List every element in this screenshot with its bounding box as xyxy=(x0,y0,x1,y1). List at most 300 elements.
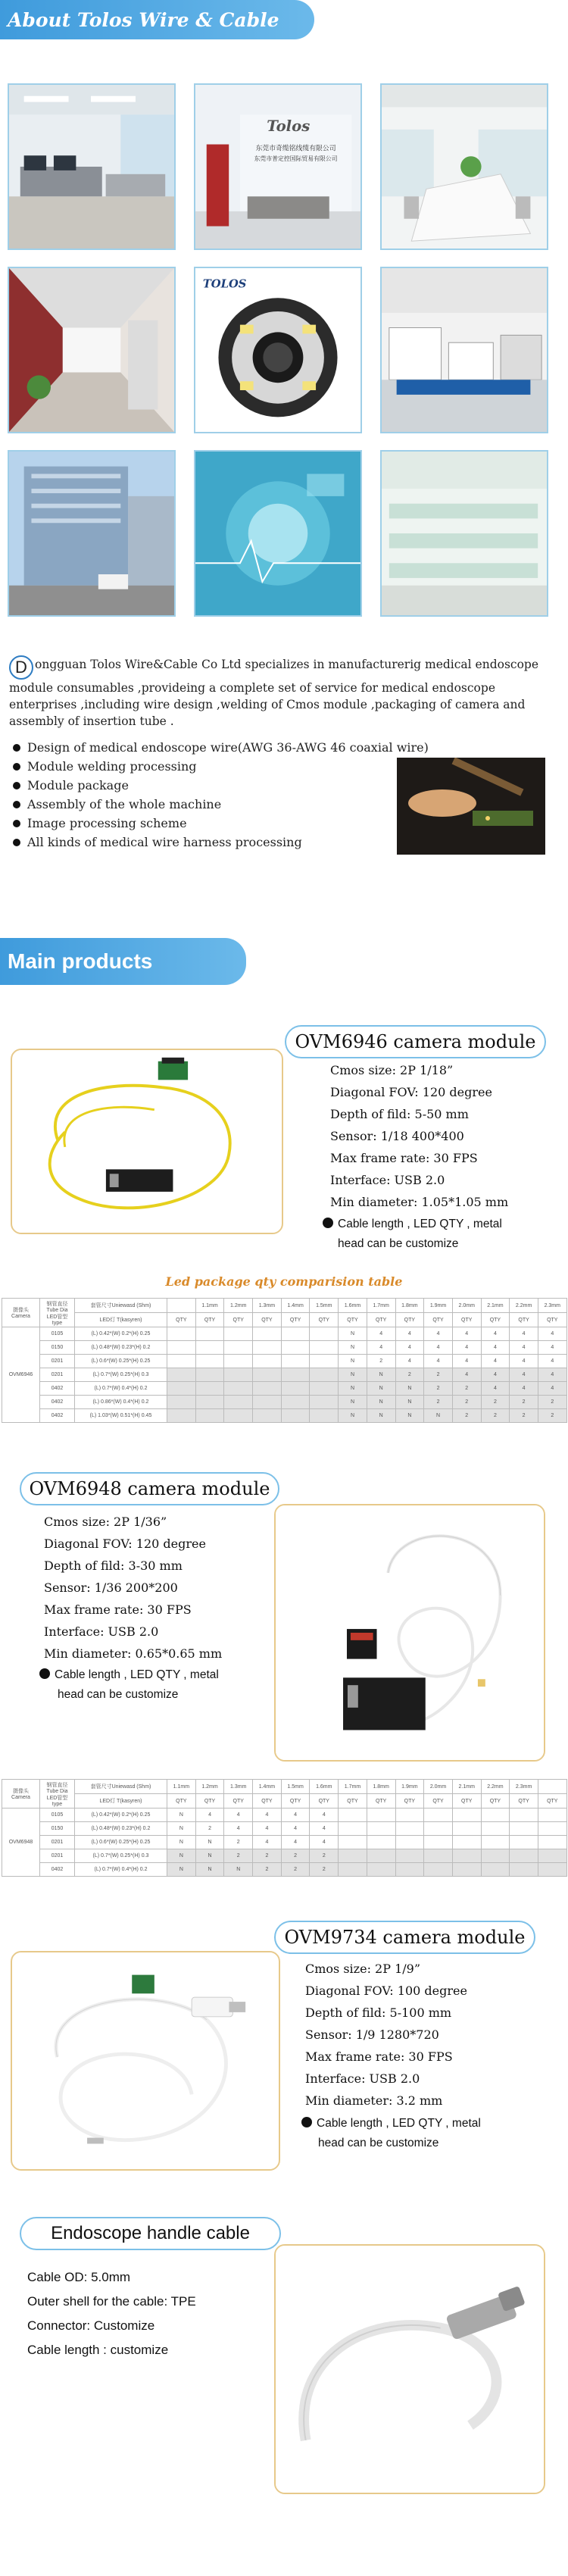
spec-item: Max frame rate: 30 FPS xyxy=(330,1151,478,1165)
table-cell xyxy=(395,1822,424,1836)
table-cell: N xyxy=(167,1836,196,1849)
table-cell xyxy=(481,1822,510,1836)
table-cell: N xyxy=(195,1863,224,1877)
table-cell xyxy=(253,1382,282,1396)
table-cell xyxy=(281,1382,310,1396)
spec-item: Min diameter: 3.2 mm xyxy=(305,2093,443,2108)
note-line2: head can be customize xyxy=(58,1688,179,1701)
spec-item: Min diameter: 0.65*0.65 mm xyxy=(44,1646,223,1661)
table-cell: 2 xyxy=(481,1409,510,1423)
table-header: QTY xyxy=(281,1794,310,1809)
table-header: QTY xyxy=(253,1794,282,1809)
spec-item: Max frame rate: 30 FPS xyxy=(44,1602,192,1617)
table-cell xyxy=(510,1809,538,1822)
table-cell: N xyxy=(339,1409,367,1423)
table-cell xyxy=(224,1396,253,1409)
table-header: 钢管直径 Tube Dia LED管型 type xyxy=(40,1780,75,1809)
table-cell xyxy=(167,1409,196,1423)
table-cell: 4 xyxy=(253,1822,282,1836)
table-header: 1.3mm xyxy=(253,1299,282,1313)
table-cell: 4 xyxy=(367,1327,395,1341)
about-banner-text: About Tolos Wire & Cable xyxy=(8,8,279,31)
list-item: Module welding processing xyxy=(11,757,397,776)
table-cell: 2 xyxy=(310,1849,339,1863)
table-cell: 4 xyxy=(424,1355,453,1368)
table-header: QTY xyxy=(481,1313,510,1327)
table-cell: 4 xyxy=(538,1327,566,1341)
table-cell: N xyxy=(424,1409,453,1423)
table-cell xyxy=(452,1809,481,1822)
table-header: QTY xyxy=(510,1313,538,1327)
ovm6948-product-image xyxy=(274,1504,545,1762)
table-header: QTY xyxy=(424,1313,453,1327)
table-header: 套管尺寸Uniewasd (Shm) xyxy=(75,1780,167,1794)
table-cell: 2 xyxy=(367,1355,395,1368)
table-cell: N xyxy=(167,1849,196,1863)
spec-item: Cmos size: 2P 1/36” xyxy=(44,1515,167,1529)
table-header: QTY xyxy=(395,1794,424,1809)
table-cell: N xyxy=(395,1382,424,1396)
table-cell: 2 xyxy=(538,1409,566,1423)
ovm9734-product-image xyxy=(11,1951,280,2171)
table-header: 1.2mm xyxy=(224,1299,253,1313)
reception-sign-line2: 东莞市普定控国际贸易有限公司 xyxy=(254,155,338,163)
table-cell: 4 xyxy=(481,1327,510,1341)
table-cell: 4 xyxy=(538,1368,566,1382)
table-row xyxy=(2,1396,567,1409)
table-cell xyxy=(224,1327,253,1341)
table-header: 1.8mm xyxy=(367,1780,395,1794)
table-header: 2.2mm xyxy=(481,1780,510,1794)
list-item: Module package xyxy=(11,776,397,795)
table-cell: 4 xyxy=(224,1809,253,1822)
table-cell xyxy=(281,1368,310,1382)
table-cell: N xyxy=(195,1849,224,1863)
spec-item: Interface: USB 2.0 xyxy=(330,1173,445,1187)
table-cell: 2 xyxy=(253,1849,282,1863)
table-cell xyxy=(538,1809,566,1822)
table-cell xyxy=(510,1849,538,1863)
ovm6948-note xyxy=(39,1665,267,1705)
table-cell xyxy=(310,1368,339,1382)
table-cell xyxy=(339,1836,367,1849)
soldering-photo-icon xyxy=(397,758,545,855)
table-header: QTY xyxy=(167,1794,196,1809)
table-header: QTY xyxy=(395,1313,424,1327)
spec-item: Cable length : customize xyxy=(27,2343,169,2357)
spec-item: Diagonal FOV: 120 degree xyxy=(330,1085,492,1099)
product-title-ovm9734: OVM9734 camera module xyxy=(274,1921,535,1954)
table-row xyxy=(2,1341,567,1355)
bullet-dot-icon xyxy=(39,1668,50,1679)
table-header: 2.1mm xyxy=(481,1299,510,1313)
table-cell xyxy=(395,1849,424,1863)
table-cell: N xyxy=(224,1863,253,1877)
table-cell: 4 xyxy=(281,1822,310,1836)
table-cell xyxy=(339,1863,367,1877)
table-cell: 2 xyxy=(224,1849,253,1863)
table-header: QTY xyxy=(538,1794,566,1809)
table-cell: (L) 0.48*(W) 0.23*(H) 0.2 xyxy=(75,1341,167,1355)
table-cell xyxy=(281,1341,310,1355)
spec-item: Connector: Customize xyxy=(27,2318,155,2333)
led-table-caption: Led package qty comparision table xyxy=(165,1274,403,1289)
table-cell: 2 xyxy=(224,1836,253,1849)
table-header: 1.7mm xyxy=(367,1299,395,1313)
table-cell xyxy=(481,1809,510,1822)
table-header: QTY xyxy=(167,1313,196,1327)
table-cell: (L) 0.48*(W) 0.23*(H) 0.2 xyxy=(75,1822,167,1836)
table-cell xyxy=(253,1355,282,1368)
spec-item: Max frame rate: 30 FPS xyxy=(305,2049,453,2064)
ovm6946-note xyxy=(323,1215,550,1254)
table-header: QTY xyxy=(339,1313,367,1327)
table-cell: N xyxy=(167,1809,196,1822)
table-cell: 4 xyxy=(395,1355,424,1368)
table-cell xyxy=(452,1822,481,1836)
reception-sign-line1: 东莞市奇缆铭线缆有限公司 xyxy=(255,145,336,153)
table-cell: 4 xyxy=(481,1341,510,1355)
table-cell: 0402 xyxy=(40,1382,75,1396)
table-cell: (L) 0.7*(W) 0.4*(H) 0.2 xyxy=(75,1863,167,1877)
handle-cable-specs xyxy=(27,2265,277,2362)
table-cell xyxy=(195,1409,224,1423)
spec-item: Sensor: 1/18 400*400 xyxy=(330,1129,464,1143)
intro-dropcap: D xyxy=(9,655,33,680)
table-header: 1.4mm xyxy=(253,1780,282,1794)
table-cell: 4 xyxy=(253,1836,282,1849)
table-cell: 2 xyxy=(195,1822,224,1836)
table-header: 1.6mm xyxy=(310,1780,339,1794)
table-cell: N xyxy=(367,1396,395,1409)
note-line1: Cable length , LED QTY , metal xyxy=(317,2117,481,2130)
office-photo-icon xyxy=(8,83,176,250)
table-cell xyxy=(281,1355,310,1368)
table-row xyxy=(2,1382,567,1396)
table-cell: 2 xyxy=(281,1863,310,1877)
table-cell: 4 xyxy=(538,1355,566,1368)
table-cell xyxy=(339,1809,367,1822)
table-header xyxy=(167,1299,196,1313)
table-cell: 0105 xyxy=(40,1327,75,1341)
table-cell xyxy=(253,1341,282,1355)
table-header: 2.3mm xyxy=(538,1299,566,1313)
table-cell xyxy=(424,1863,453,1877)
table-cell xyxy=(452,1863,481,1877)
table-cell: OVM6948 xyxy=(2,1809,40,1877)
table-cell xyxy=(424,1822,453,1836)
table-cell: N xyxy=(339,1327,367,1341)
table-cell xyxy=(167,1355,196,1368)
table-cell xyxy=(481,1863,510,1877)
table-header: QTY xyxy=(367,1313,395,1327)
table-cell: 4 xyxy=(510,1355,538,1368)
bullet-dot-icon xyxy=(301,2117,312,2127)
table-cell: (L) 0.6*(W) 0.25*(H) 0.25 xyxy=(75,1355,167,1368)
spec-item: Depth of fild: 5-100 mm xyxy=(305,2005,452,2020)
table-header: 1.7mm xyxy=(339,1780,367,1794)
note-line1: Cable length , LED QTY , metal xyxy=(338,1218,502,1230)
table-header: 1.9mm xyxy=(395,1780,424,1794)
table-cell: N xyxy=(167,1822,196,1836)
product-title-ovm6948: OVM6948 camera module xyxy=(20,1472,279,1505)
table-header: 2.3mm xyxy=(510,1780,538,1794)
table-cell: 4 xyxy=(538,1382,566,1396)
table-cell: (L) 0.7*(W) 0.25*(H) 0.3 xyxy=(75,1849,167,1863)
table-cell: 2 xyxy=(481,1396,510,1409)
table-row xyxy=(2,1863,567,1877)
table-cell: 0402 xyxy=(40,1409,75,1423)
table-cell: (L) 0.7*(W) 0.4*(H) 0.2 xyxy=(75,1382,167,1396)
table-cell xyxy=(339,1849,367,1863)
table-cell xyxy=(424,1836,453,1849)
table-cell: 4 xyxy=(481,1382,510,1396)
table-cell: 4 xyxy=(195,1809,224,1822)
note-line1: Cable length , LED QTY , metal xyxy=(55,1668,219,1681)
table-cell: N xyxy=(167,1863,196,1877)
table-cell xyxy=(195,1327,224,1341)
meeting-room-photo-icon xyxy=(380,83,548,250)
table-cell xyxy=(253,1396,282,1409)
ovm6946-product-image xyxy=(11,1049,283,1234)
table-cell xyxy=(538,1863,566,1877)
table-cell xyxy=(167,1327,196,1341)
table-cell xyxy=(395,1863,424,1877)
led-table-ovm6946 xyxy=(2,1298,567,1423)
table-cell xyxy=(367,1863,395,1877)
table-cell: 2 xyxy=(538,1396,566,1409)
handle-cable-product-image xyxy=(274,2244,545,2494)
spec-item: Min diameter: 1.05*1.05 mm xyxy=(330,1195,509,1209)
spec-item: Outer shell for the cable: TPE xyxy=(27,2294,196,2309)
table-cell xyxy=(310,1382,339,1396)
table-header: QTY xyxy=(224,1794,253,1809)
table-header: 1.2mm xyxy=(195,1780,224,1794)
note-line2: head can be customize xyxy=(338,1237,459,1250)
table-header: QTY xyxy=(224,1313,253,1327)
table-cell xyxy=(310,1409,339,1423)
table-cell: 4 xyxy=(452,1355,481,1368)
table-cell: 0201 xyxy=(40,1836,75,1849)
table-cell xyxy=(224,1382,253,1396)
table-cell xyxy=(538,1836,566,1849)
spec-item: Interface: USB 2.0 xyxy=(44,1624,159,1639)
table-cell xyxy=(310,1355,339,1368)
table-row xyxy=(2,1809,567,1822)
table-header: 1.9mm xyxy=(424,1299,453,1313)
ovm9734-note xyxy=(301,2114,544,2153)
table-cell: 0105 xyxy=(40,1809,75,1822)
table-header: QTY xyxy=(538,1313,566,1327)
table-cell xyxy=(510,1863,538,1877)
table-cell: 4 xyxy=(424,1341,453,1355)
table-cell xyxy=(167,1396,196,1409)
table-cell: (L) 0.42*(W) 0.2*(H) 0.25 xyxy=(75,1809,167,1822)
table-cell xyxy=(452,1849,481,1863)
table-header: 1.1mm xyxy=(167,1780,196,1794)
table-cell: 0402 xyxy=(40,1396,75,1409)
table-cell: 4 xyxy=(310,1822,339,1836)
table-cell: (L) 0.7*(W) 0.25*(H) 0.3 xyxy=(75,1368,167,1382)
table-row xyxy=(2,1355,567,1368)
table-cell xyxy=(281,1327,310,1341)
spec-item: Cmos size: 2P 1/9” xyxy=(305,1962,421,1976)
spec-item: Depth of fild: 3-30 mm xyxy=(44,1558,183,1573)
table-cell: N xyxy=(339,1368,367,1382)
table-cell: 4 xyxy=(253,1809,282,1822)
table-cell xyxy=(281,1409,310,1423)
table-cell: N xyxy=(195,1836,224,1849)
table-cell: 4 xyxy=(452,1327,481,1341)
table-cell: 2 xyxy=(424,1382,453,1396)
table-header: 2.1mm xyxy=(452,1780,481,1794)
camera-module-photo-icon xyxy=(194,267,362,433)
table-cell xyxy=(224,1409,253,1423)
list-item: All kinds of medical wire harness processing xyxy=(11,833,397,852)
table-header: 1.1mm xyxy=(195,1299,224,1313)
table-cell xyxy=(395,1809,424,1822)
table-cell xyxy=(481,1849,510,1863)
intro-text: ongguan Tolos Wire&Cable Co Ltd specializes in manufacturerig medical endoscope module consumables ,provideing a complete set of service for medical endoscope enterprises ,including wire design ,welding of Cmos module ,packaging of camera and assembly of insertion tube . xyxy=(9,658,539,728)
bullet-dot-icon xyxy=(323,1218,333,1228)
table-cell xyxy=(224,1355,253,1368)
table-cell xyxy=(253,1409,282,1423)
table-cell xyxy=(510,1822,538,1836)
table-header: QTY xyxy=(281,1313,310,1327)
table-cell: (L) 1.03*(W) 0.51*(H) 0.45 xyxy=(75,1409,167,1423)
table-cell: 4 xyxy=(310,1836,339,1849)
table-cell: N xyxy=(339,1341,367,1355)
table-header: 2.0mm xyxy=(452,1299,481,1313)
company-intro xyxy=(9,655,558,730)
table-header: 1.5mm xyxy=(310,1299,339,1313)
table-cell: (L) 0.86*(W) 0.4*(H) 0.2 xyxy=(75,1396,167,1409)
note-line2: head can be customize xyxy=(318,2137,439,2149)
spec-item: Diagonal FOV: 120 degree xyxy=(44,1537,206,1551)
spec-item: Diagonal FOV: 100 degree xyxy=(305,1984,467,1998)
main-products-banner xyxy=(0,938,246,985)
table-header: 2.0mm xyxy=(424,1780,453,1794)
table-cell xyxy=(395,1836,424,1849)
table-cell xyxy=(195,1341,224,1355)
table-header: LED灯 T(kasyren) xyxy=(75,1794,167,1809)
table-header: 摄像头 Camera xyxy=(2,1780,40,1809)
table-cell: 2 xyxy=(510,1409,538,1423)
table-cell xyxy=(367,1809,395,1822)
table-header: QTY xyxy=(195,1794,224,1809)
table-header: 1.5mm xyxy=(281,1780,310,1794)
table-header xyxy=(538,1780,566,1794)
table-cell: 2 xyxy=(452,1409,481,1423)
table-cell: 4 xyxy=(281,1836,310,1849)
workshop-photo-icon xyxy=(380,450,548,617)
table-cell: 4 xyxy=(395,1341,424,1355)
table-header: QTY xyxy=(510,1794,538,1809)
table-cell: 2 xyxy=(281,1849,310,1863)
table-cell xyxy=(195,1396,224,1409)
main-products-text: Main products xyxy=(8,949,153,973)
table-cell: 4 xyxy=(395,1327,424,1341)
table-cell: 0150 xyxy=(40,1822,75,1836)
table-cell: 4 xyxy=(481,1368,510,1382)
table-cell: 0150 xyxy=(40,1341,75,1355)
table-cell: 4 xyxy=(510,1327,538,1341)
table-cell xyxy=(167,1382,196,1396)
table-cell xyxy=(195,1368,224,1382)
table-header: 1.8mm xyxy=(395,1299,424,1313)
table-header: QTY xyxy=(339,1794,367,1809)
table-cell xyxy=(281,1396,310,1409)
table-cell: N xyxy=(395,1409,424,1423)
table-cell: 4 xyxy=(367,1341,395,1355)
table-row xyxy=(2,1836,567,1849)
corridor-photo-icon xyxy=(8,267,176,433)
table-cell: 4 xyxy=(424,1327,453,1341)
reception-photo-icon xyxy=(194,83,362,250)
table-cell xyxy=(367,1849,395,1863)
table-cell xyxy=(253,1368,282,1382)
table-cell: 0201 xyxy=(40,1368,75,1382)
table-header: QTY xyxy=(195,1313,224,1327)
table-header: QTY xyxy=(481,1794,510,1809)
table-header: 钢管直径 Tube Dia LED管型 type xyxy=(40,1299,75,1327)
table-cell: 2 xyxy=(253,1863,282,1877)
spec-item: Interface: USB 2.0 xyxy=(305,2071,420,2086)
table-header: 套管尺寸Uniewasd (Shm) xyxy=(75,1299,167,1313)
table-row xyxy=(2,1409,567,1423)
table-cell xyxy=(367,1822,395,1836)
table-cell: 4 xyxy=(310,1809,339,1822)
table-cell xyxy=(310,1327,339,1341)
table-cell xyxy=(195,1382,224,1396)
table-cell: 4 xyxy=(510,1368,538,1382)
table-header: 1.3mm xyxy=(224,1780,253,1794)
services-list xyxy=(11,738,429,852)
list-item: Design of medical endoscope wire(AWG 36-AWG 46 coaxial wire) xyxy=(11,738,397,757)
table-header: QTY xyxy=(253,1313,282,1327)
table-cell: 4 xyxy=(538,1341,566,1355)
table-row xyxy=(2,1327,567,1341)
table-cell: 2 xyxy=(310,1863,339,1877)
table-header: QTY xyxy=(424,1794,453,1809)
table-header: LED灯 T(kasyren) xyxy=(75,1313,167,1327)
table-cell: 2 xyxy=(510,1396,538,1409)
table-cell xyxy=(339,1822,367,1836)
table-cell xyxy=(224,1341,253,1355)
about-banner xyxy=(0,0,314,39)
ovm6948-specs xyxy=(44,1511,271,1665)
table-cell: N xyxy=(395,1396,424,1409)
table-cell xyxy=(253,1327,282,1341)
lab-photo-icon xyxy=(380,267,548,433)
table-cell: 2 xyxy=(452,1382,481,1396)
tolos-logo: TOLOS xyxy=(202,277,247,291)
list-item: Assembly of the whole machine xyxy=(11,795,397,814)
table-header: 1.4mm xyxy=(281,1299,310,1313)
table-cell xyxy=(195,1355,224,1368)
table-cell: N xyxy=(339,1355,367,1368)
table-header: QTY xyxy=(452,1313,481,1327)
table-cell xyxy=(167,1368,196,1382)
table-header: 2.2mm xyxy=(510,1299,538,1313)
table-header: QTY xyxy=(310,1313,339,1327)
table-cell: 4 xyxy=(481,1355,510,1368)
table-cell xyxy=(167,1341,196,1355)
table-cell: 2 xyxy=(424,1396,453,1409)
table-cell: 4 xyxy=(281,1809,310,1822)
table-cell xyxy=(424,1849,453,1863)
table-cell xyxy=(510,1836,538,1849)
